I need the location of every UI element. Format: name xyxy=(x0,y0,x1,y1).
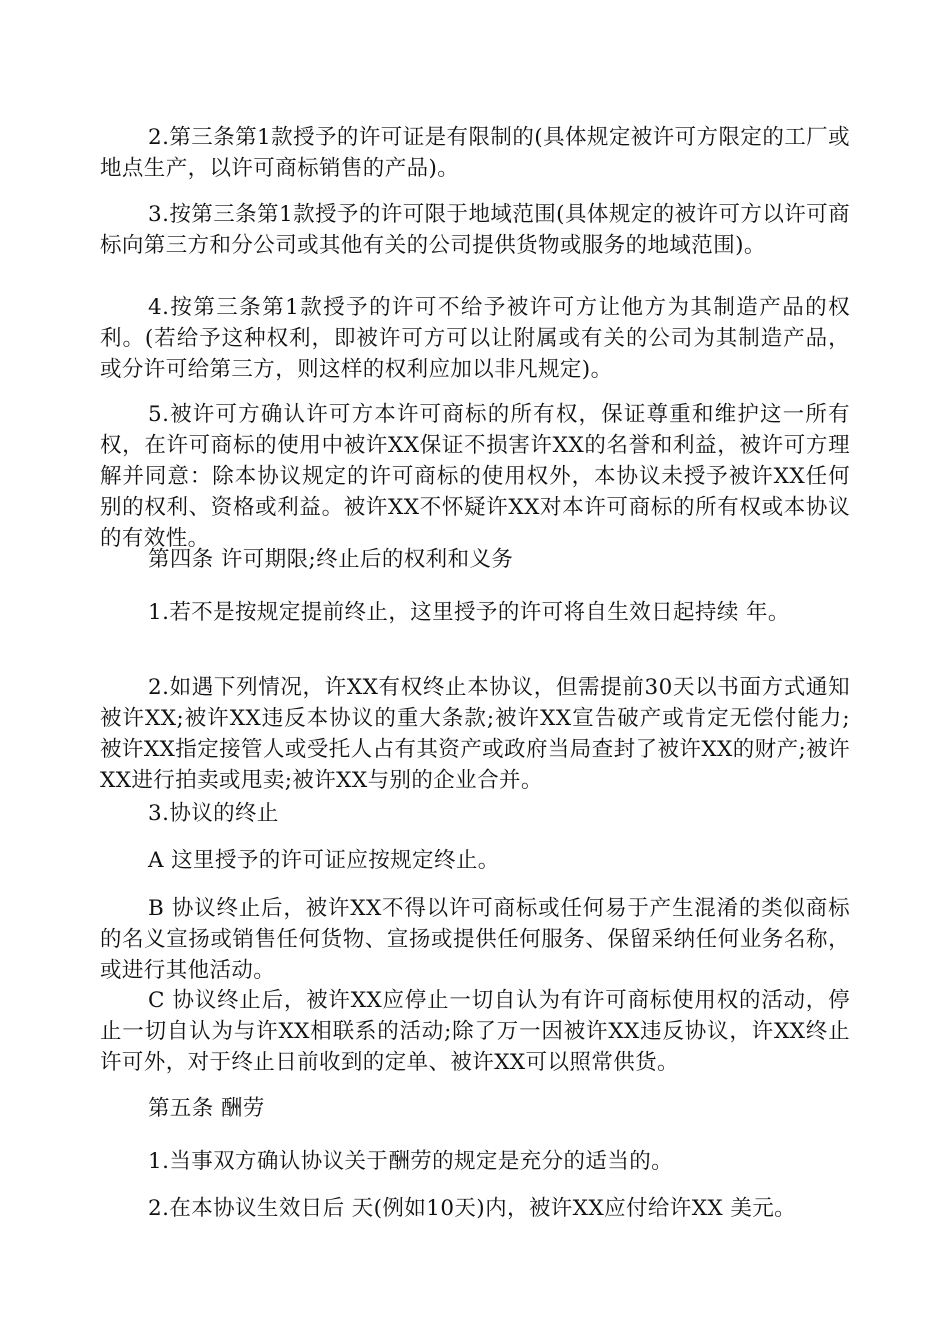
paragraph-clause-4-3-a: A 这里授予的许可证应按规定终止。 xyxy=(148,848,500,873)
paragraph-clause-3-5: 5.被许可方确认许可方本许可商标的所有权，保证尊重和维护这一所有权，在许可商标的使用中被许XX保证不损害许XX的名誉和利益，被许可方理解并同意：除本协议规定的许可商标的使用权外，本协议未授予被许XX任何别的权利、资格或利益。被许XX不怀疑许XX对本许可商标的所有权或本协议的有效性。 xyxy=(100,402,850,551)
paragraph-clause-4-3-b: B 协议终止后，被许XX不得以许可商标或任何易于产生混淆的类似商标的名义宣扬或销售任何货物、宣扬或提供任何服务、保留采纳任何业务名称，或进行其他活动。 xyxy=(100,896,850,983)
paragraph-clause-4-3-c: C 协议终止后，被许XX应停止一切自认为有许可商标使用权的活动，停止一切自认为与许XX相联系的活动;除了万一因被许XX违反协议，许XX终止许可外，对于终止日前收到的定单、被许XX可以照常供货。 xyxy=(100,988,850,1075)
paragraph-clause-5-1: 1.当事双方确认协议关于酬劳的规定是充分的适当的。 xyxy=(148,1149,674,1174)
paragraph-clause-4-3: 3.协议的终止 xyxy=(148,801,279,826)
paragraph-clause-4-2: 2.如遇下列情况，许XX有权终止本协议，但需提前30天以书面方式通知被许XX;被许XX违反本协议的重大条款;被许XX宣告破产或肯定无偿付能力;被许XX指定接管人或受托人占有其资产或政府当局查封了被许XX的财产;被许XX进行拍卖或甩卖;被许XX与别的企业合并。 xyxy=(100,675,850,793)
paragraph-clause-3-3: 3.按第三条第1款授予的许可限于地域范围(具体规定的被许可方以许可商标向第三方和分公司或其他有关的公司提供货物或服务的地域范围)。 xyxy=(100,202,850,258)
section-heading-article-4: 第四条 许可期限;终止后的权利和义务 xyxy=(148,547,514,572)
section-heading-article-5: 第五条 酬劳 xyxy=(148,1096,265,1121)
paragraph-clause-3-2: 2.第三条第1款授予的许可证是有限制的(具体规定被许可方限定的工厂或地点生产，以许可商标销售的产品)。 xyxy=(100,125,850,181)
paragraph-clause-5-2: 2.在本协议生效日后 天(例如10天)内，被许XX应付给许XX 美元。 xyxy=(148,1196,797,1221)
paragraph-clause-4-1: 1.若不是按规定提前终止，这里授予的许可将自生效日起持续 年。 xyxy=(148,600,790,625)
paragraph-clause-3-4: 4.按第三条第1款授予的许可不给予被许可方让他方为其制造产品的权利。(若给予这种权利，即被许可方可以让附属或有关的公司为其制造产品，或分许可给第三方，则这样的权利应加以非凡规定)。 xyxy=(100,295,850,382)
